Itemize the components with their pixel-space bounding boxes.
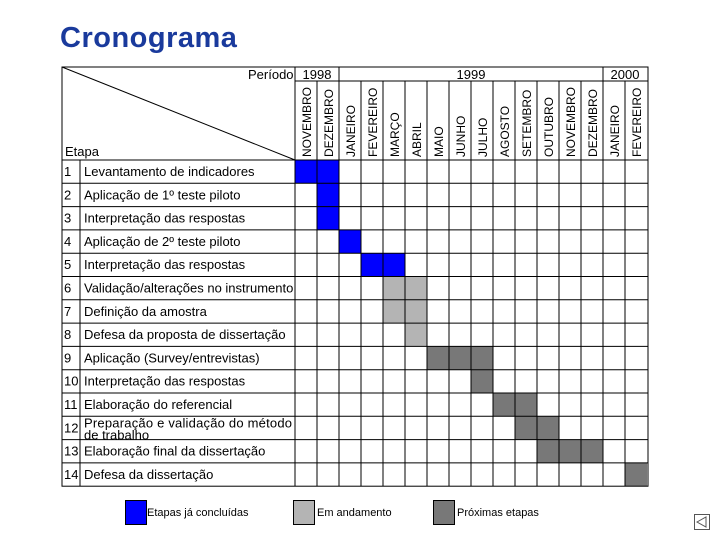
month-label: JANEIRO [608, 104, 622, 157]
month-label: AGOSTO [498, 105, 512, 157]
task-number-6: 6 [64, 280, 72, 296]
month-label: NOVEMBRO [300, 86, 314, 157]
month-label: JULHO [476, 117, 490, 157]
task-number-2: 2 [64, 187, 72, 203]
task-number-12: 12 [64, 420, 79, 436]
gantt-bar-14 [625, 463, 647, 486]
task-number-14: 14 [64, 466, 79, 482]
page-title: Cronograma [60, 22, 238, 54]
year-label-2: 2000 [610, 67, 640, 82]
month-label: JUNHO [454, 115, 468, 157]
task-number-10: 10 [64, 373, 79, 389]
task-label-11: Elaboração do referencial [84, 397, 233, 412]
legend-label-progress: Em andamento [317, 507, 392, 519]
month-label: SETEMBRO [520, 89, 534, 157]
task-label-7: Definição da amostra [84, 303, 207, 319]
task-number-11: 11 [64, 397, 78, 412]
gantt-bar-13 [537, 440, 603, 463]
task-label-1: Levantamento de indicadores [84, 164, 255, 179]
task-label-10: Interpretação das respostas [84, 373, 246, 389]
year-label-0: 1998 [302, 67, 332, 82]
month-label: NOVEMBRO [564, 86, 578, 157]
task-number-13: 13 [64, 443, 79, 459]
task-label-9: Aplicação (Survey/entrevistas) [84, 350, 260, 366]
task-label-12: Preparação e validação do método [84, 415, 292, 431]
task-number-5: 5 [64, 257, 72, 273]
month-label: MAIO [432, 126, 446, 157]
task-number-8: 8 [64, 327, 72, 343]
gantt-bar-3 [317, 207, 339, 230]
task-label-2: Aplicação de 1º teste piloto [84, 187, 241, 203]
task-label-5: Interpretação das respostas [84, 257, 246, 273]
month-label: DEZEMBRO [586, 88, 600, 157]
stage-label: Etapa [65, 144, 99, 159]
gantt-bar-2 [317, 183, 339, 206]
gantt-bar-4 [339, 230, 361, 253]
month-label: ABRIL [410, 122, 424, 157]
month-label: FEVEREIRO [630, 87, 644, 157]
gantt-bar-8 [405, 323, 427, 346]
task-number-9: 9 [64, 350, 72, 366]
task-label-12-line2: de trabalho [84, 427, 150, 443]
back-arrow-icon[interactable] [694, 514, 710, 530]
task-label-4: Aplicação de 2º teste piloto [84, 233, 241, 249]
gantt-bar-9 [427, 346, 493, 369]
month-label: JANEIRO [344, 104, 358, 157]
task-label-14: Defesa da dissertação [84, 466, 214, 482]
month-label: FEVEREIRO [366, 87, 380, 157]
legend-swatch-progress [293, 500, 315, 525]
legend-swatch-done [125, 500, 147, 525]
legend-label-done: Etapas já concluídas [147, 507, 249, 519]
task-label-8: Defesa da proposta de dissertação [84, 327, 286, 343]
legend-swatch-next [433, 500, 455, 525]
task-label-3: Interpretação das respostas [84, 210, 246, 226]
task-number-3: 3 [64, 210, 72, 226]
task-number-7: 7 [64, 303, 72, 319]
task-number-1: 1 [64, 164, 72, 179]
task-label-6: Validação/alterações no instrumento [84, 280, 294, 296]
month-label: MARÇO [388, 112, 402, 157]
gantt-bar-10 [471, 370, 493, 393]
legend-label-next: Próximas etapas [457, 507, 539, 519]
period-label: Período [248, 67, 294, 82]
task-label-13: Elaboração final da dissertação [84, 443, 266, 459]
month-label: DEZEMBRO [322, 88, 336, 157]
month-label: OUTUBRO [542, 97, 556, 157]
task-number-4: 4 [64, 233, 72, 249]
year-label-1: 1999 [456, 67, 486, 82]
